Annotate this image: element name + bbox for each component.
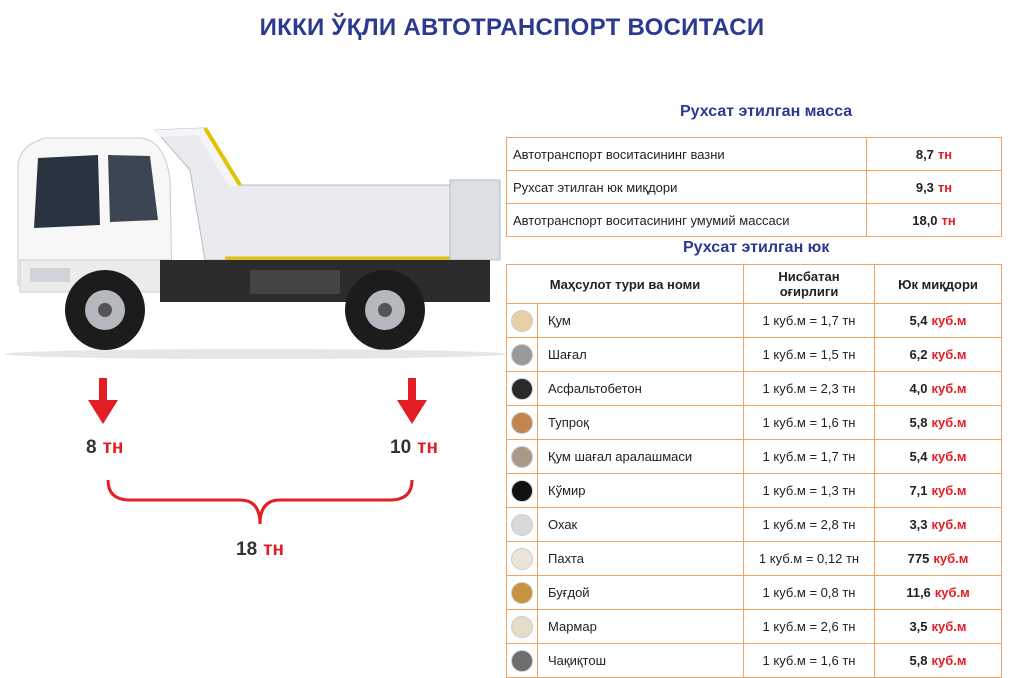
material-name: Тупроқ: [538, 406, 744, 440]
table-row: [507, 406, 1002, 440]
material-name: Буғдой: [538, 576, 744, 610]
rear-axle-load: 10 тн: [390, 437, 438, 458]
material-swatch-icon: [507, 542, 538, 576]
material-ratio: 1 куб.м = 2,8 тн: [744, 508, 875, 542]
material-swatch-icon: [507, 508, 538, 542]
material-amount: 5,8 куб.м: [875, 406, 1002, 440]
front-axle-arrow-icon: [88, 378, 118, 424]
table-header-row: [507, 265, 1002, 304]
mass-table: [506, 137, 1002, 237]
material-name: Мармар: [538, 610, 744, 644]
total-load: 18 тн: [236, 539, 284, 560]
material-ratio: 1 куб.м = 0,8 тн: [744, 576, 875, 610]
material-swatch-icon: [507, 610, 538, 644]
table-row: [507, 171, 1002, 204]
material-ratio: 1 куб.м = 2,6 тн: [744, 610, 875, 644]
table-row: [507, 542, 1002, 576]
material-name: Қум: [538, 304, 744, 338]
material-name: Қум шағал аралашмаси: [538, 440, 744, 474]
mass-value: 18,0 тн: [867, 204, 1002, 237]
front-axle-load: 8 тн: [86, 437, 124, 458]
mass-label: Автотранспорт воситасининг умумий массаси: [507, 204, 867, 237]
material-amount: 775 куб.м: [875, 542, 1002, 576]
material-swatch-icon: [507, 372, 538, 406]
total-load-brace: [100, 478, 420, 538]
material-amount: 3,5 куб.м: [875, 610, 1002, 644]
rear-axle-arrow-icon: [397, 378, 427, 424]
table-row: [507, 304, 1002, 338]
material-swatch-icon: [507, 338, 538, 372]
material-name: Асфальтобетон: [538, 372, 744, 406]
material-amount: 6,2 куб.м: [875, 338, 1002, 372]
table-row: [507, 644, 1002, 678]
material-amount: 5,4 куб.м: [875, 440, 1002, 474]
material-ratio: 1 куб.м = 1,7 тн: [744, 304, 875, 338]
material-amount: 5,4 куб.м: [875, 304, 1002, 338]
material-swatch-icon: [507, 406, 538, 440]
material-name: Кўмир: [538, 474, 744, 508]
material-swatch-icon: [507, 474, 538, 508]
material-swatch-icon: [507, 304, 538, 338]
table-row: [507, 372, 1002, 406]
material-name: Чақиқтош: [538, 644, 744, 678]
table-row: [507, 204, 1002, 237]
material-ratio: 1 куб.м = 0,12 тн: [744, 542, 875, 576]
material-ratio: 1 куб.м = 1,7 тн: [744, 440, 875, 474]
material-ratio: 1 куб.м = 1,6 тн: [744, 406, 875, 440]
table-row: [507, 338, 1002, 372]
material-amount: 5,8 куб.м: [875, 644, 1002, 678]
mass-label: Рухсат этилган юк миқдори: [507, 171, 867, 204]
table-row: [507, 138, 1002, 171]
material-amount: 3,3 куб.м: [875, 508, 1002, 542]
material-ratio: 1 куб.м = 1,6 тн: [744, 644, 875, 678]
material-amount: 7,1 куб.м: [875, 474, 1002, 508]
mass-label: Автотранспорт воситасининг вазни: [507, 138, 867, 171]
table-row: [507, 440, 1002, 474]
cargo-section-title: Рухсат этилган юк: [683, 239, 830, 256]
material-swatch-icon: [507, 644, 538, 678]
material-name: Шағал: [538, 338, 744, 372]
material-ratio: 1 куб.м = 2,3 тн: [744, 372, 875, 406]
material-swatch-icon: [507, 576, 538, 610]
table-row: [507, 610, 1002, 644]
header-amount: Юк миқдори: [875, 265, 1002, 304]
cargo-table: [506, 264, 1002, 678]
mass-value: 9,3 тн: [867, 171, 1002, 204]
material-amount: 4,0 куб.м: [875, 372, 1002, 406]
material-name: Пахта: [538, 542, 744, 576]
header-ratio: Нисбатан оғирлиги: [744, 265, 875, 304]
table-row: [507, 508, 1002, 542]
table-row: [507, 474, 1002, 508]
material-amount: 11,6 куб.м: [875, 576, 1002, 610]
header-product-name: Маҳсулот тури ва номи: [507, 265, 744, 304]
table-row: [507, 576, 1002, 610]
page-title: ИККИ ЎҚЛИ АВТОТРАНСПОРТ ВОСИТАСИ: [259, 14, 765, 41]
mass-section-title: Рухсат этилган масса: [680, 103, 853, 120]
dump-truck-image: [0, 110, 510, 360]
material-ratio: 1 куб.м = 1,5 тн: [744, 338, 875, 372]
material-swatch-icon: [507, 440, 538, 474]
mass-value: 8,7 тн: [867, 138, 1002, 171]
material-name: Охак: [538, 508, 744, 542]
material-ratio: 1 куб.м = 1,3 тн: [744, 474, 875, 508]
